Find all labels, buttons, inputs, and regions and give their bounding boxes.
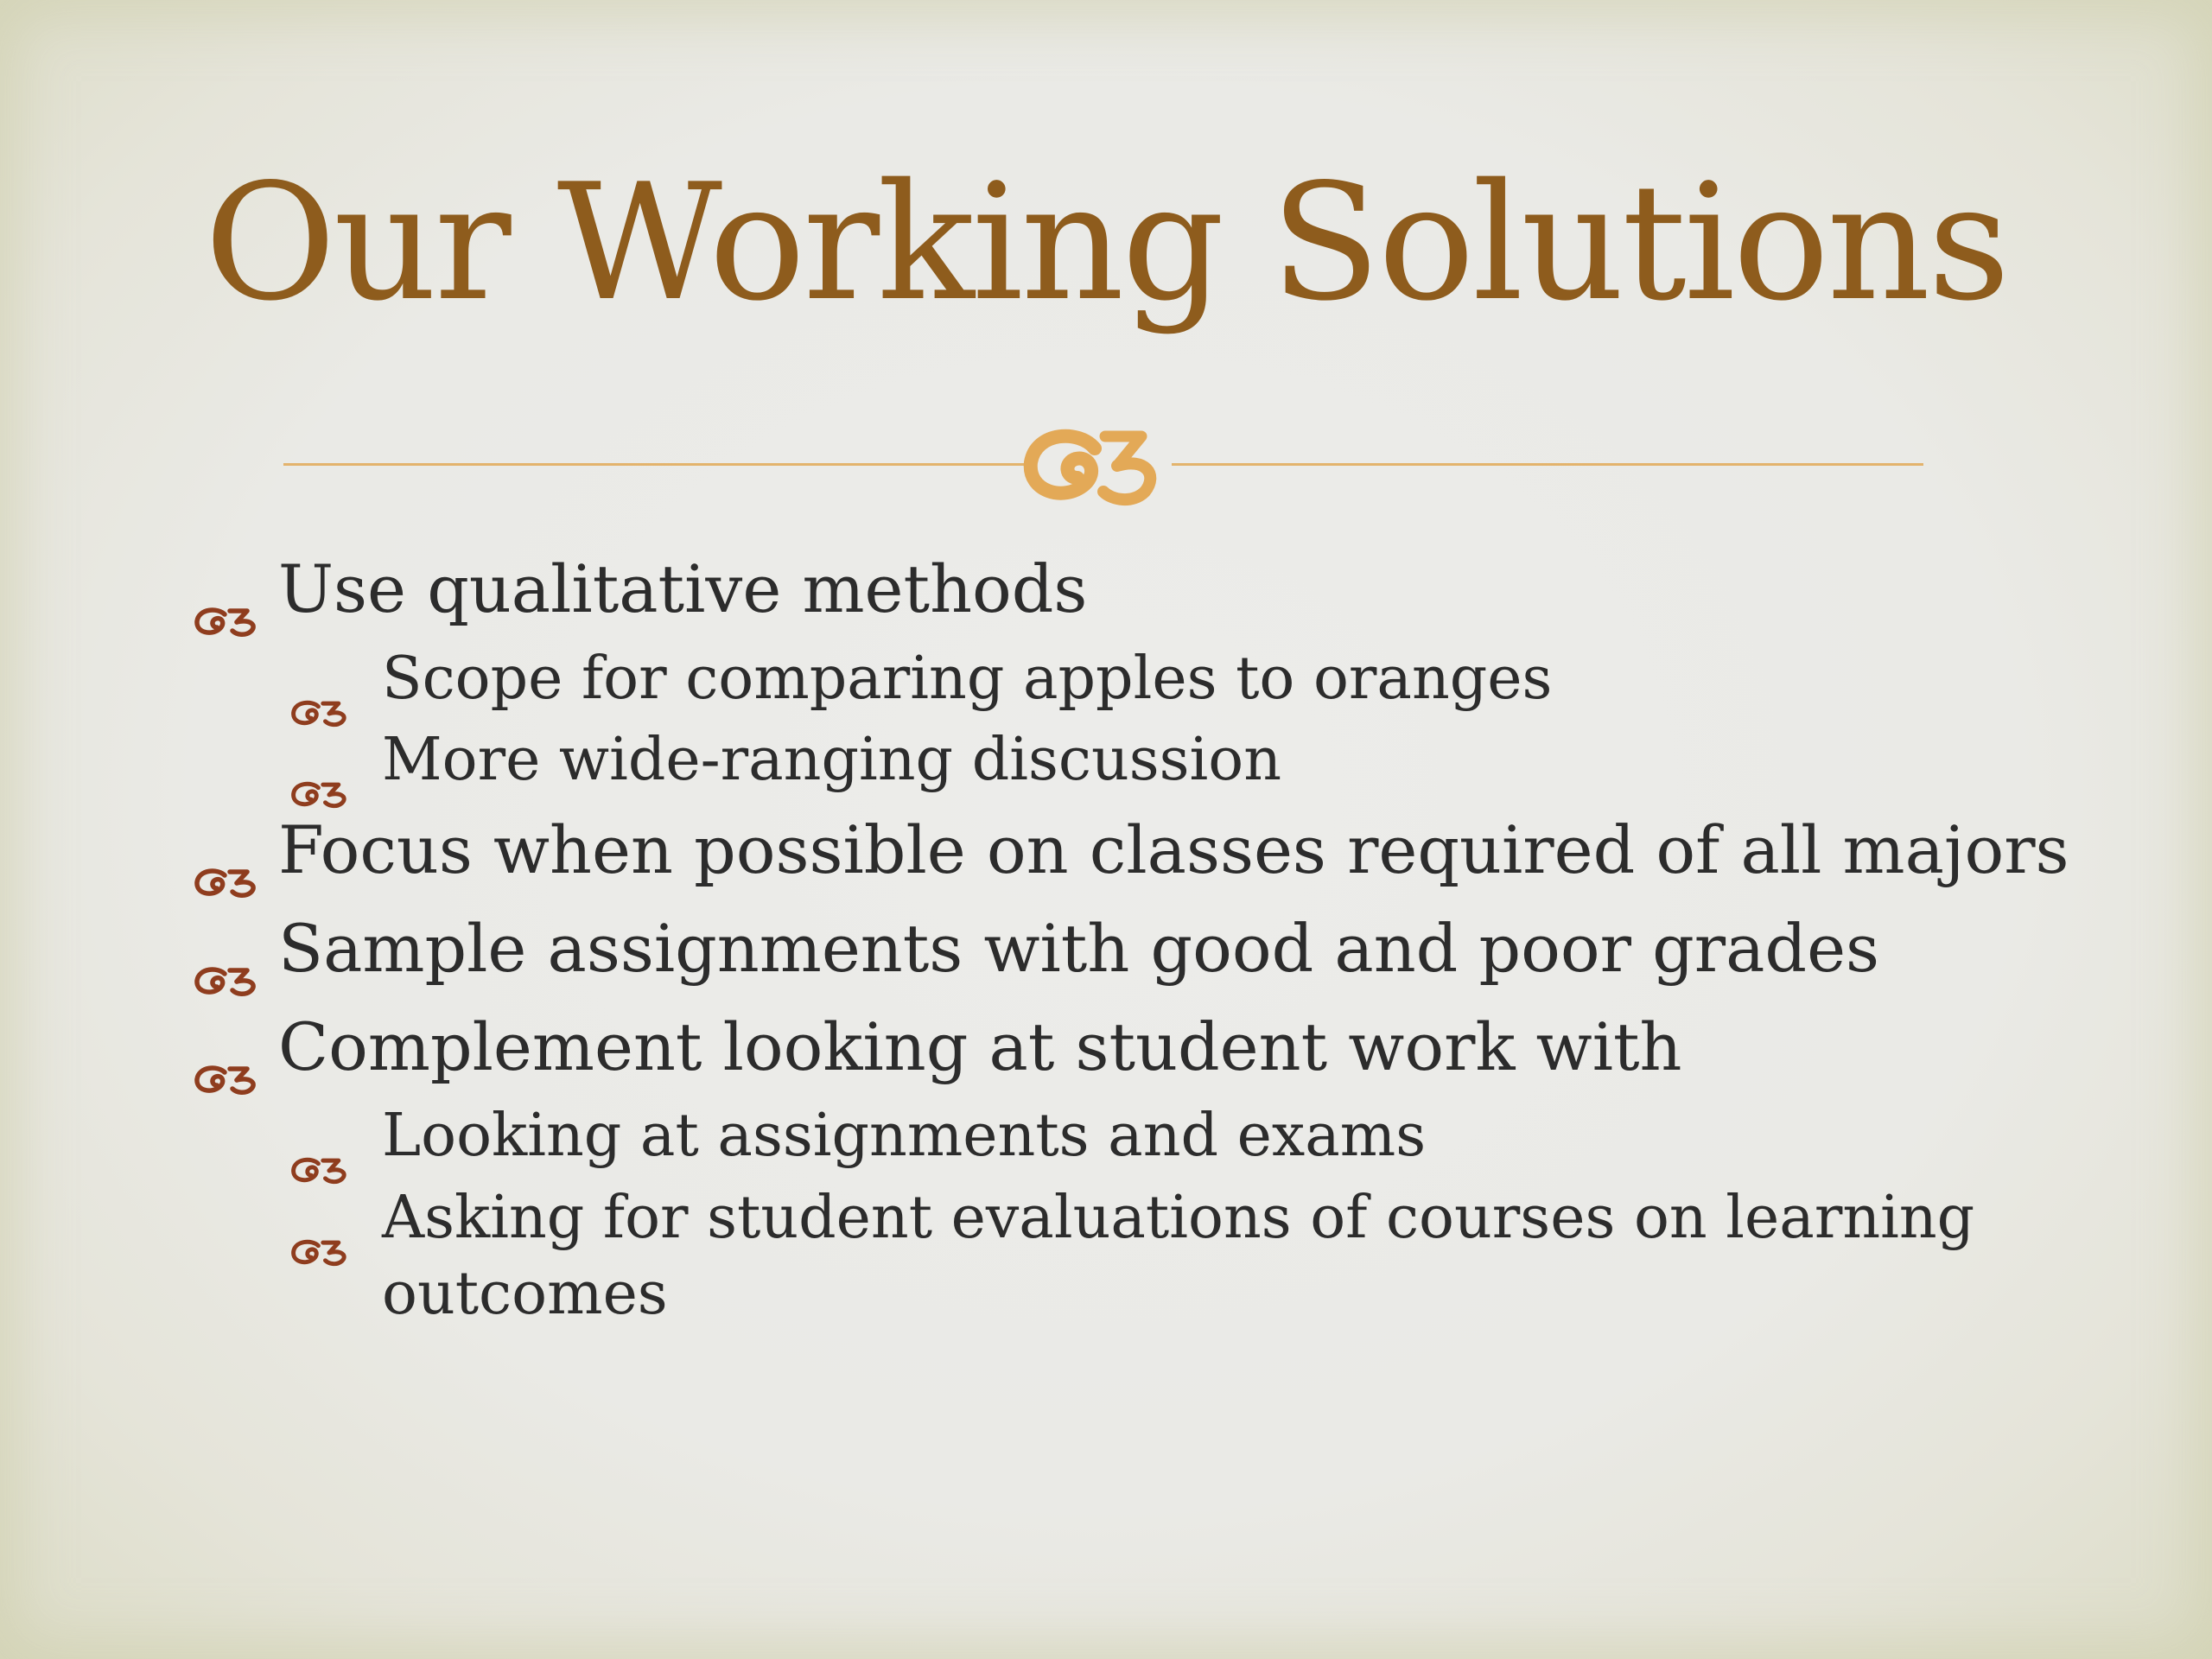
bullet-text: Sample assignments with good and poor grades — [278, 909, 1880, 987]
bullet-text: Use qualitative methods — [278, 550, 1088, 627]
fleuron-bullet-icon — [194, 579, 263, 613]
fleuron-bullet-icon — [194, 840, 263, 874]
sub-bullet-text: More wide-ranging discussion — [382, 725, 1282, 794]
sub-bullet-text: Scope for comparing apples to oranges — [382, 644, 1553, 713]
bullet-list — [190, 550, 2091, 1348]
sub-bullet-item — [190, 1180, 2091, 1333]
fleuron-bullet-icon — [290, 1210, 353, 1241]
bullet-item — [190, 909, 2091, 987]
fleuron-bullet-icon — [290, 752, 353, 783]
title-divider-left — [283, 463, 1027, 466]
sub-bullet-item — [190, 1098, 2091, 1174]
bullet-text: Complement looking at student work with — [278, 1007, 1682, 1085]
slide-title: Our Working Solutions — [204, 149, 2008, 336]
bullet-item — [190, 1007, 2091, 1085]
title-divider-right — [1172, 463, 1923, 466]
fleuron-ornament-icon — [1011, 413, 1192, 517]
sub-bullet-text: Looking at assignments and exams — [382, 1102, 1427, 1171]
sub-bullet-text: Asking for student evaluations of courses on learning outcomes — [382, 1183, 1975, 1328]
fleuron-bullet-icon — [194, 1037, 263, 1071]
fleuron-bullet-icon — [290, 671, 353, 702]
sub-bullet-item — [190, 641, 2091, 717]
bullet-item — [190, 811, 2091, 889]
bullet-item — [190, 550, 2091, 627]
fleuron-bullet-icon — [290, 1128, 353, 1159]
fleuron-bullet-icon — [194, 938, 263, 973]
sub-bullet-item — [190, 722, 2091, 798]
bullet-text: Focus when possible on classes required of all majors — [278, 811, 2069, 889]
